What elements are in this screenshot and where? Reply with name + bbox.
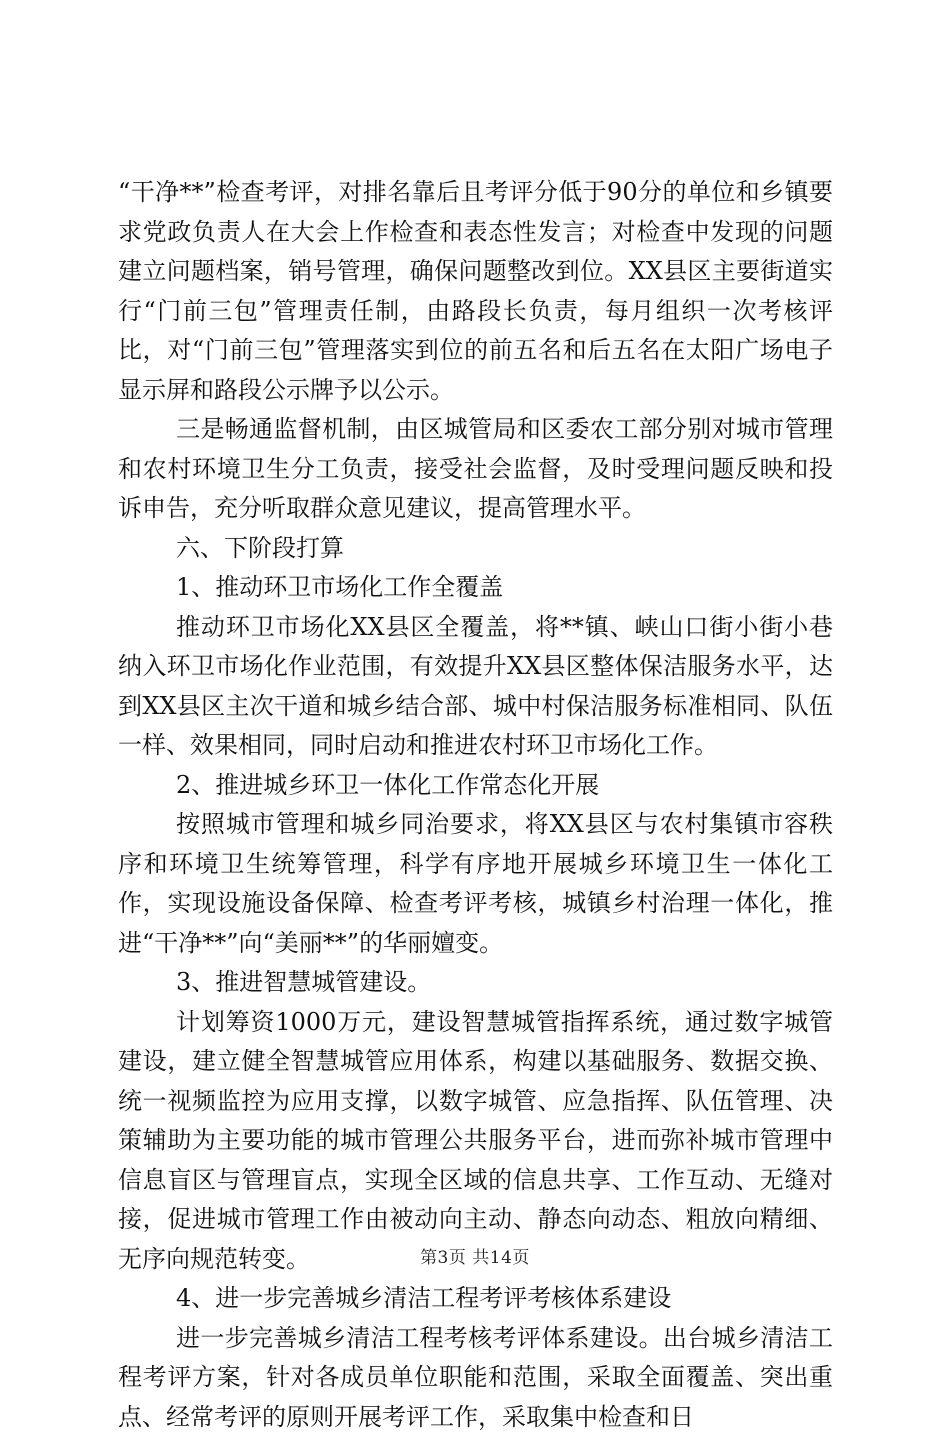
paragraph-3: 推动环卫市场化XX县区全覆盖，将**镇、峡山口街小街小巷纳入环卫市场化作业范围，有效提升XX县区整体保洁服务水平，达到XX县区主次干道和城乡结合部、城中村保洁服务标准相同、队伍一样、效果相同，同时启动和推进农村环卫市场化工作。 [118,608,833,766]
paragraph-4: 按照城市管理和城乡同治要求，将XX县区与农村集镇市容秩序和环境卫生统筹管理，科学有序地开展城乡环境卫生一体化工作，实现设施设备保障、检查考评考核，城镇乡村治理一体化，推进“干净**”向“美丽**”的华丽嬗变。 [118,805,833,963]
subheading-3: 3、推进智慧城管建设。 [118,963,833,1003]
paragraph-2: 三是畅通监督机制，由区城管局和区委农工部分别对城市管理和农村环境卫生分工负责，接受社会监督，及时受理问题反映和投诉申告，充分听取群众意见建议，提高管理水平。 [118,410,833,529]
subheading-4: 4、进一步完善城乡清洁工程考评考核体系建设 [118,1279,833,1319]
section-heading-6: 六、下阶段打算 [118,529,833,569]
paragraph-6: 进一步完善城乡清洁工程考核考评体系建设。出台城乡清洁工程考评方案，针对各成员单位职能和范围，采取全面覆盖、突出重点、经常考评的原则开展考评工作，采取集中检查和日 [118,1319,833,1437]
page-number-footer: 第3页 共14页 [0,1243,950,1268]
paragraph-1: “干净**”检查考评，对排名靠后且考评分低于90分的单位和乡镇要求党政负责人在大会上作检查和表态性发言；对检查中发现的问题建立问题档案，销号管理，确保问题整改到位。XX县区主要街道实行“门前三包”管理责任制，由路段长负责，每月组织一次考核评比，对“门前三包”管理落实到位的前五名和后五名在太阳广场电子显示屏和路段公示牌予以公示。 [118,173,833,410]
paragraph-5: 计划筹资1000万元，建设智慧城管指挥系统，通过数字城管建设，建立健全智慧城管应用体系，构建以基础服务、数据交换、统一视频监控为应用支撑，以数字城管、应急指挥、队伍管理、决策辅助为主要功能的城市管理公共服务平台，进而弥补城市管理中信息盲区与管理盲点，实现全区域的信息共享、工作互动、无缝对接，促进城市管理工作由被动向主动、静态向动态、粗放向精细、无序向规范转变。 [118,1003,833,1280]
subheading-2: 2、推进城乡环卫一体化工作常态化开展 [118,766,833,806]
subheading-1: 1、推动环卫市场化工作全覆盖 [118,568,833,608]
